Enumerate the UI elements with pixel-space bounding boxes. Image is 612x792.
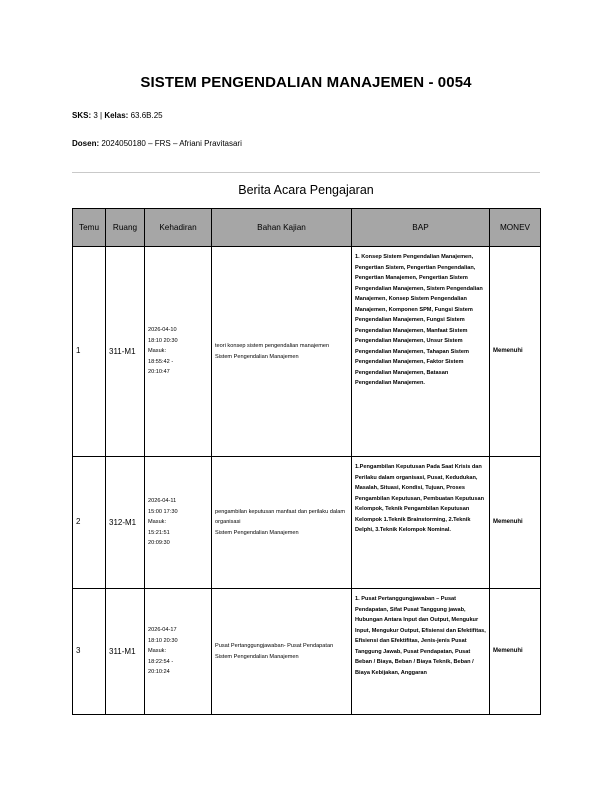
section-title: Berita Acara Pengajaran [238, 183, 374, 197]
cell-bahan-kajian: pengambilan keputusan manfaat dan perilaku dalam organisasi Sistem Pengendalian Manajemen [212, 457, 352, 589]
cell-ruang: 311-M1 [106, 589, 145, 715]
sks-label: SKS: [72, 111, 92, 120]
cell-kehadiran: 2026-04-17 18:10 20:30 Masuk: 18:22:54 - 20:10:24 [145, 589, 212, 715]
cell-monev: Memenuhi [490, 247, 541, 457]
cell-kehadiran: 2026-04-11 15:00 17:30 Masuk: 15:21:51 20:09:30 [145, 457, 212, 589]
column-header-temu: Temu [73, 209, 106, 247]
cell-monev: Memenuhi [490, 457, 541, 589]
cell-bap: 1.Pengambilan Keputusan Pada Saat Krisis dan Perilaku dalam organisasi, Pusat, Kedudukan, Masalah, Situasi, Kondisi, Tujuan, Proses Pengambilan Keputusan, Pembuatan Keputusan Kelompok, Teknik Pengambilan Keputusan Kelompok 1.Teknik Brainstorming, 2.Teknik Delphi, 3.Teknik Kelompok Nominal. [352, 457, 490, 589]
dosen-label: Dosen: [72, 139, 100, 148]
course-info-line [72, 111, 163, 120]
sks-value: 3 | [91, 111, 105, 120]
page-title: SISTEM PENGENDALIAN MANAJEMEN - 0054 [140, 74, 472, 91]
table-row [73, 247, 541, 457]
cell-temu: 1 [73, 247, 106, 457]
column-header-bahan-kajian: Bahan Kajian [212, 209, 352, 247]
lecturer-info-line [72, 139, 242, 148]
cell-bap: 1. Konsep Sistem Pengendalian Manajemen, Pengertian Sistem, Pengertian Pengendalian, Pengertian Manajemen, Pengertian Sistem Pengendalian Manajemen, Sistem Pengendalian Manajemen, Konsep Sistem Pengendalian Manajemen, Komponen SPM, Fungsi Sistem Pengendalian Manajemen, Fungsi Sistem Pengendalian Manajemen, Manfaat Sistem Pengendalian Manajemen, Unsur Sistem Pengendalian Manajemen, Tahapan Sistem Pengendalian Manajemen, Faktor Sistem Pengendalian Manajemen, Batasan Pengendalian Manajemen. [352, 247, 490, 457]
column-header-kehadiran: Kehadiran [145, 209, 212, 247]
cell-monev: Memenuhi [490, 589, 541, 715]
column-header-monev: MONEV [490, 209, 541, 247]
column-header-ruang: Ruang [106, 209, 145, 247]
table-row [73, 589, 541, 715]
dosen-value: 2024050180 – FRS – Afriani Pravitasari [99, 139, 242, 148]
cell-bahan-kajian: teori konsep sistem pengendalian manajemen Sistem Pengendalian Manajemen [212, 247, 352, 457]
cell-bahan-kajian: Pusat Pertanggungjawaban- Pusat Pendapatan Sistem Pengendalian Manajemen [212, 589, 352, 715]
cell-ruang: 311-M1 [106, 247, 145, 457]
table-row [73, 457, 541, 589]
teaching-report-table [72, 208, 541, 715]
kelas-value: 63.6B.25 [128, 111, 163, 120]
table-header-row [73, 209, 541, 247]
cell-temu: 3 [73, 589, 106, 715]
kelas-label: Kelas: [104, 111, 129, 120]
cell-ruang: 312-M1 [106, 457, 145, 589]
cell-bap: 1. Pusat Pertanggungjawaban – Pusat Pendapatan, Sifat Pusat Tanggung jawab, Hubungan Antara Input dan Output, Mengukur Input, Mengukur Output, Efisiensi dan Efektifitas, Efisiensi dan Efektifitas, Jenis-jenis Pusat Tanggung Jawab, Pusat Pendapatan, Pusat Beban / Biaya, Beban / Biaya Teknik, Beban / Biaya Kebijakan, Anggaran [352, 589, 490, 715]
cell-kehadiran: 2026-04-10 18:10 20:30 Masuk: 18:55:42 - 20:10:47 [145, 247, 212, 457]
column-header-bap: BAP [352, 209, 490, 247]
cell-temu: 2 [73, 457, 106, 589]
header-divider [72, 172, 540, 173]
